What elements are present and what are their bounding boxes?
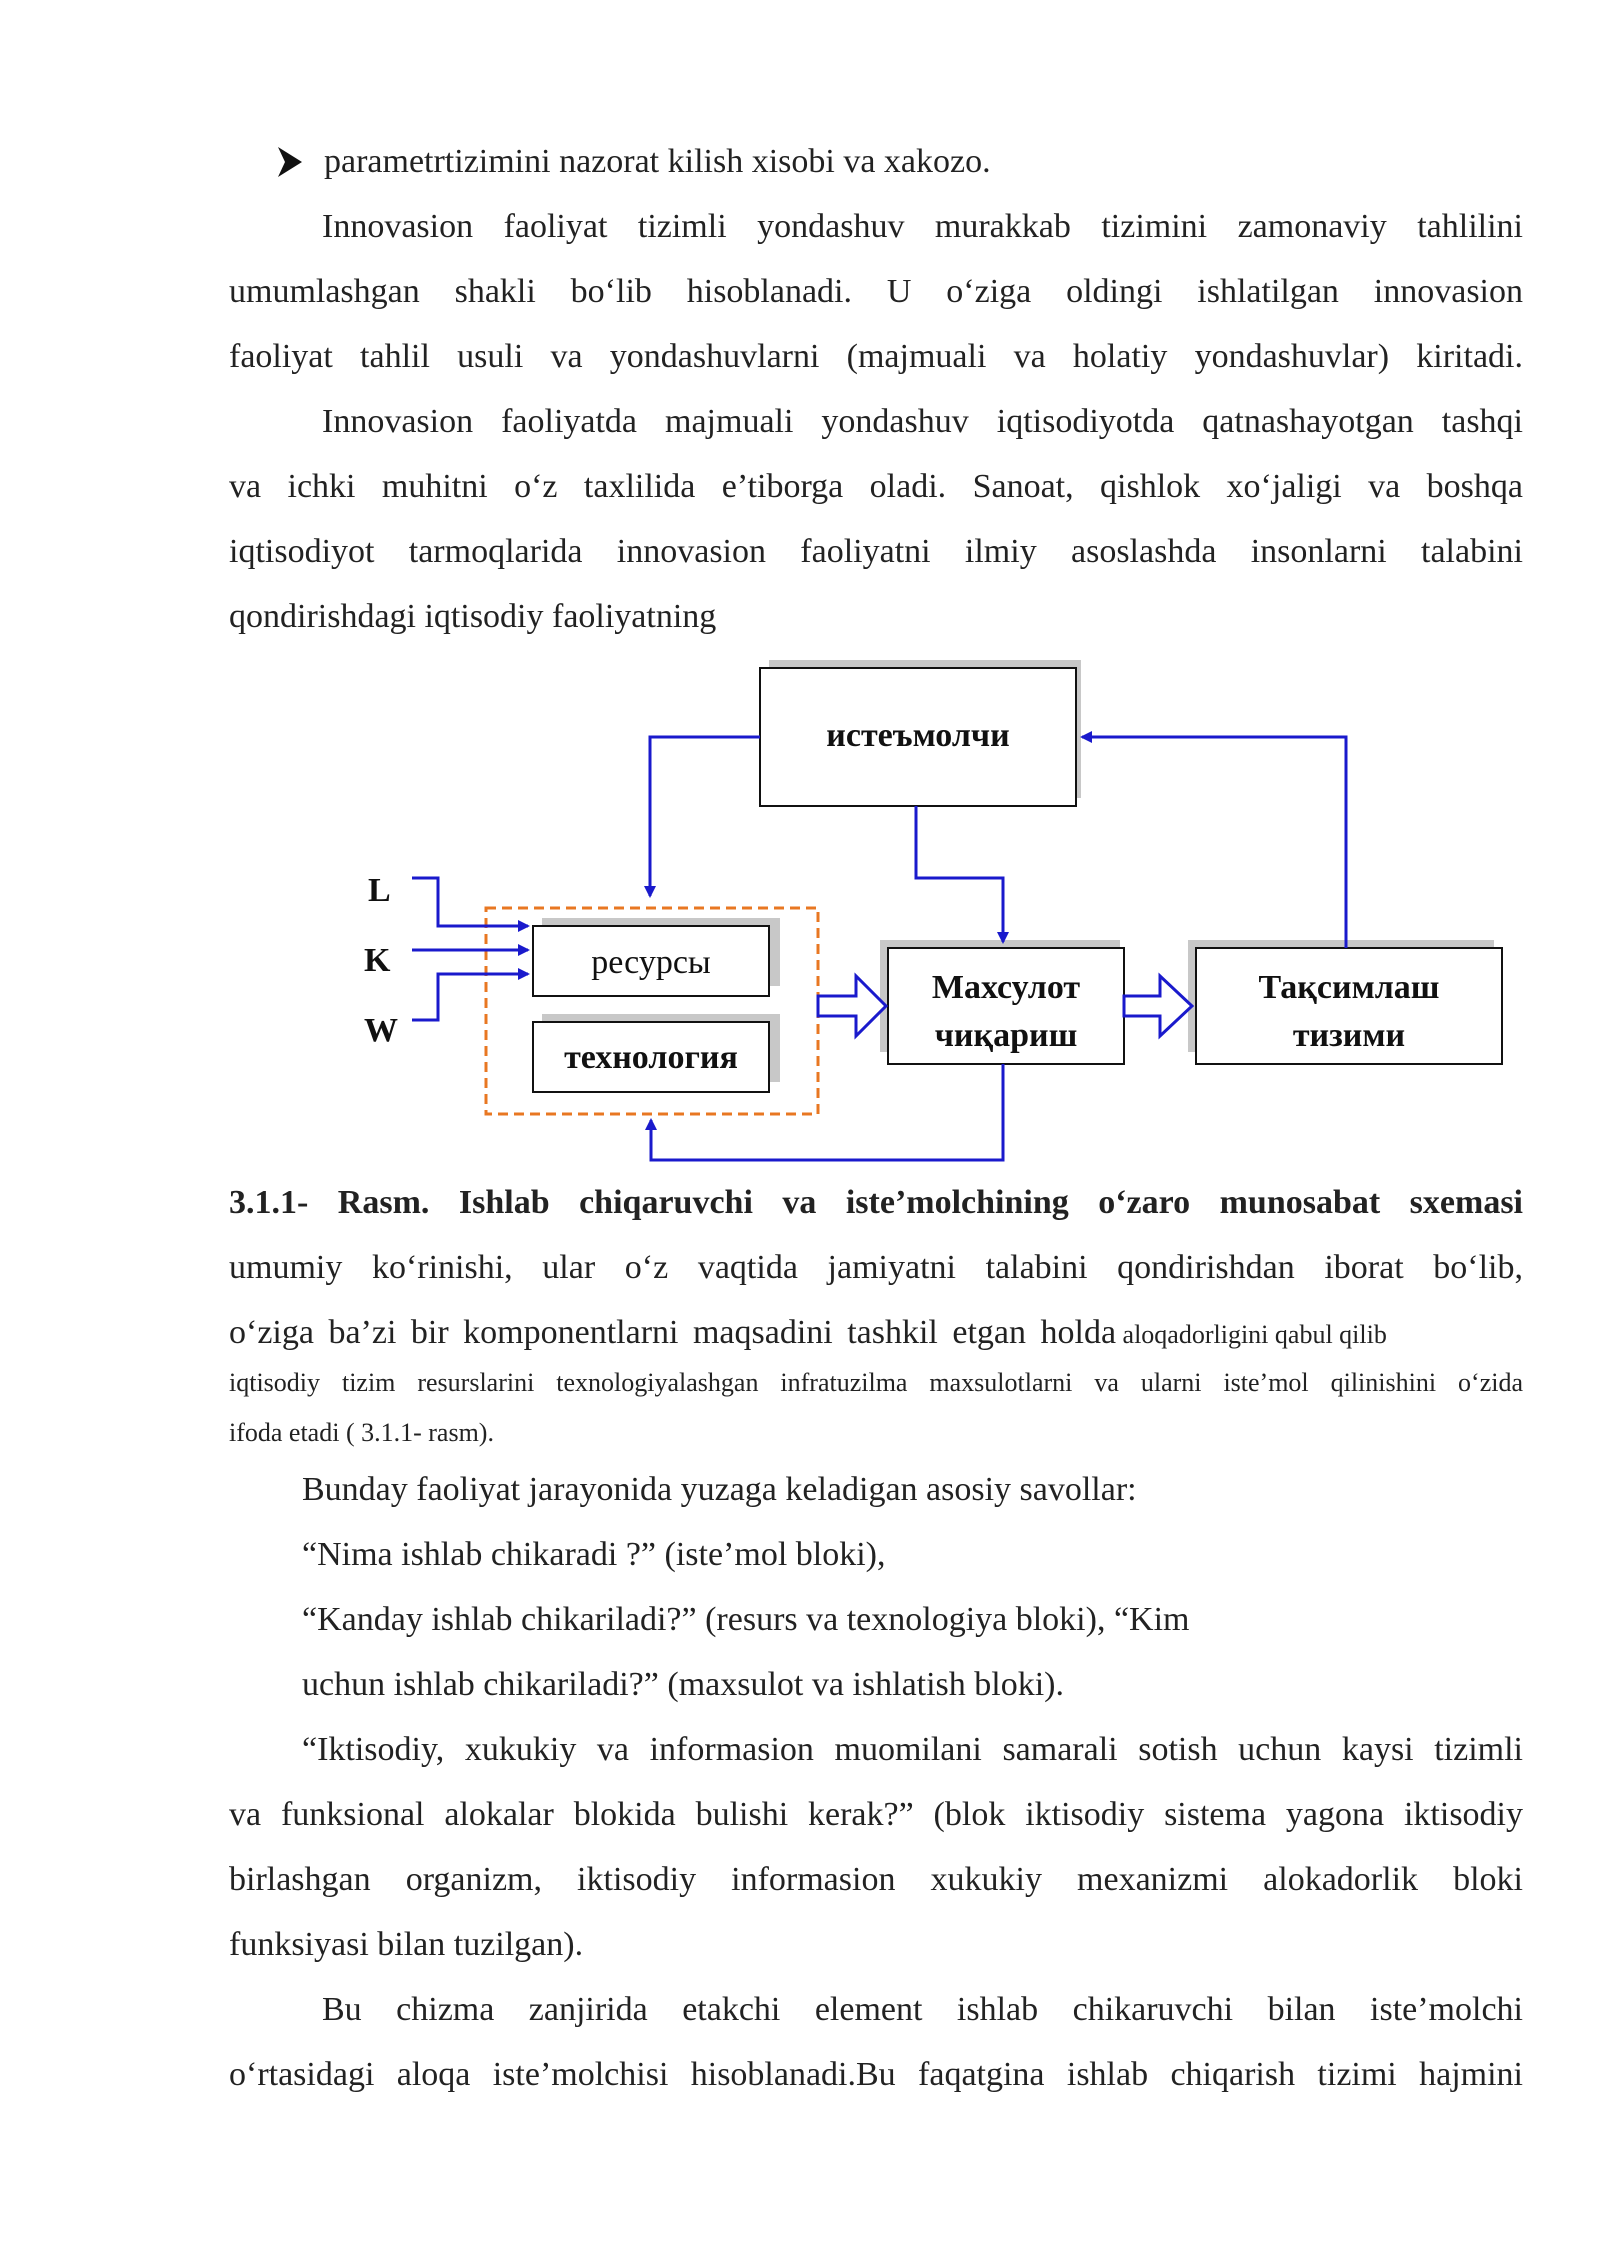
paragraph-1-line-3: faoliyat tahlil usuli va yondashuvlarni (majmuali va holatiy yondashuvlar) kiritadi.: [229, 338, 1523, 375]
consumer-label: истеъмолчи: [826, 717, 1010, 754]
distribution-label-line-2: тизими: [1292, 1017, 1406, 1054]
figure-caption: 3.1.1- Rasm. Ishlab chiqaruvchi va iste’molchining o‘zaro munosabat sxemasi: [229, 1184, 1523, 1221]
paragraph-4-line-3: birlashgan organizm, iktisodiy informasion xukukiy mexanizmi alokadorlik bloki: [229, 1861, 1523, 1898]
input-arrow-w: [412, 974, 528, 1020]
input-arrow-l: [412, 878, 528, 926]
questions-intro: Bunday faoliyat jarayonida yuzaga keladigan asosiy savollar:: [302, 1471, 1137, 1508]
consumer-to-production-arrow: [916, 806, 1003, 942]
paragraph-1-line-2: umumlashgan shakli bo‘lib hisoblanadi. U o‘ziga oldingi ishlatilgan innovasion: [229, 273, 1523, 310]
bullet-arrow-icon: [276, 145, 304, 179]
inputs-to-production-block-arrow: [818, 976, 886, 1036]
resources-label: ресурсы: [591, 944, 711, 981]
input-label-l: L: [368, 872, 391, 909]
paragraph-2-line-1: Innovasion faoliyatda majmuali yondashuv iqtisodiyotda qatnashayotgan tashqi: [322, 403, 1523, 440]
question-1: “Nima ishlab chikaradi ?” (iste’mol bloki),: [302, 1536, 886, 1573]
input-label-w: W: [364, 1012, 398, 1049]
production-label-line-2: чиқариш: [934, 1017, 1078, 1054]
distribution-to-consumer-arrow: [1082, 737, 1346, 948]
distribution-label-line-1: Тақсимлаш: [1258, 969, 1440, 1006]
paragraph-3-line-1: umumiy ko‘rinishi, ular o‘z vaqtida jamiyatni talabini qondirishdan iborat bo‘lib,: [229, 1249, 1523, 1286]
paragraph-2-line-2: va ichki muhitni o‘z taxlilida e’tiborga oladi. Sanoat, qishlok xo‘jaligi va boshqa: [229, 468, 1523, 505]
paragraph-2-line-4: qondirishdagi iqtisodiy faoliyatning: [229, 598, 717, 635]
production-to-distribution-block-arrow: [1124, 976, 1192, 1036]
production-label-line-1: Махсулот: [931, 969, 1081, 1006]
input-label-k: K: [364, 942, 391, 979]
question-2: “Kanday ishlab chikariladi?” (resurs va texnologiya bloki), “Kim: [302, 1601, 1190, 1638]
question-3: uchun ishlab chikariladi?” (maxsulot va ishlatish bloki).: [302, 1666, 1064, 1703]
paragraph-2-line-3: iqtisodiyot tarmoqlarida innovasion faoliyatni ilmiy asoslashda insonlarni talabini: [229, 533, 1523, 570]
paragraph-3-line-2-tail: aloqadorligini qabul qilib: [1116, 1320, 1387, 1349]
paragraph-4-line-4: funksiyasi bilan tuzilgan).: [229, 1926, 584, 1963]
paragraph-3-line-4: ifoda etadi ( 3.1.1- rasm).: [229, 1418, 494, 1447]
paragraph-3-line-3: iqtisodiy tizim resurslarini texnologiyalashgan infratuzilma maxsulotlarni va ularni iste’mol qilinishini o‘zida: [229, 1368, 1523, 1397]
paragraph-1-line-1: Innovasion faoliyat tizimli yondashuv murakkab tizimini zamonaviy tahlilini: [322, 208, 1523, 245]
bullet-text: parametrtizimini nazorat kilish xisobi va xakozo.: [324, 143, 991, 180]
technology-label: технология: [564, 1039, 738, 1076]
producer-consumer-diagram: [0, 650, 1600, 1190]
paragraph-3-line-2: [229, 1313, 1523, 1353]
paragraph-3-line-2-main: o‘ziga ba’zi bir komponentlarni maqsadini tashkil etgan holda: [229, 1314, 1117, 1351]
paragraph-5-line-2: o‘rtasidagi aloqa iste’molchisi hisoblanadi.Bu faqatgina ishlab chiqarish tizimi hajmini: [229, 2056, 1523, 2093]
consumer-to-resources-arrow: [650, 737, 760, 896]
paragraph-4-line-1: “Iktisodiy, xukukiy va informasion muomilani samarali sotish uchun kaysi tizimli: [302, 1731, 1523, 1768]
paragraph-4-line-2: va funksional alokalar blokida bulishi kerak?” (blok iktisodiy sistema yagona iktisodiy: [229, 1796, 1523, 1833]
paragraph-5-line-1: Bu chizma zanjirida etakchi element ishlab chikaruvchi bilan iste’molchi: [322, 1991, 1523, 2028]
